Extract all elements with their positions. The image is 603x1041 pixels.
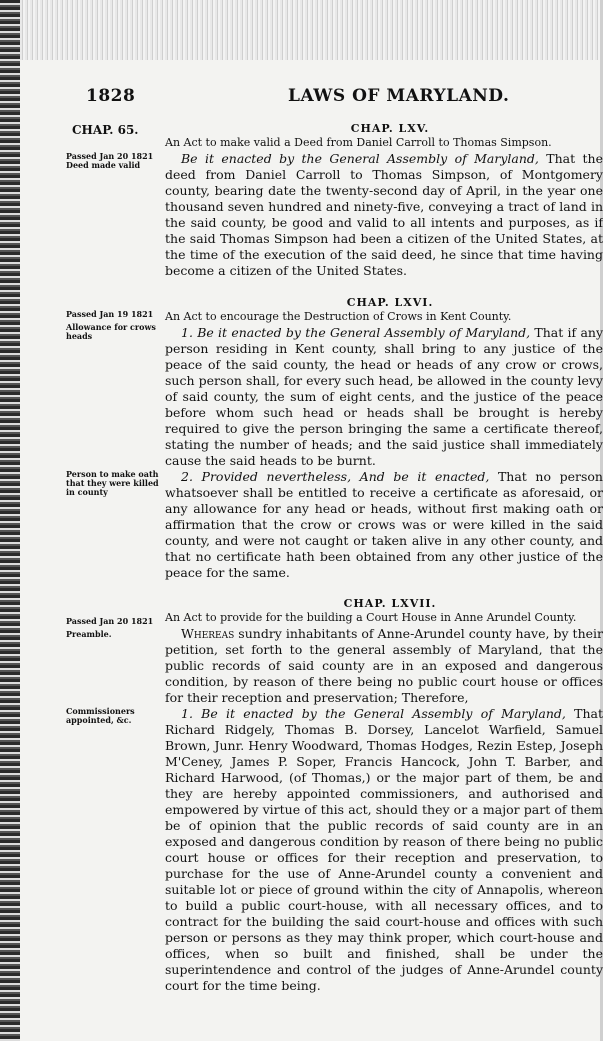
chapter-65 [165,122,603,279]
margin-note-chap67-passed: Passed Jan 20 1821 [66,616,154,626]
chapter-66-section-1 [165,325,603,469]
section-body: That the deed from Daniel Carroll to Thomas Simpson, of Montgomery county, bearing date the twenty-second day of April, in the year one thousand seven hundred and ninety-five, conveying a tract of land in the said county, be good and valid to all intents and purposes, as if the said Thomas Simpson had been a citizen of the United States, at the time of the execution of the said deed, he since that time having become a citizen of the United States. [165,151,603,278]
page-year: 1828 [86,86,136,106]
chapter-67-title: CHAP. LXVII. [343,597,437,610]
page-title: LAWS OF MARYLAND. [288,86,510,106]
section-1-lead: 1. Be it enacted by the General Assembly of Maryland, [181,325,531,340]
chapter-67-section-1 [165,706,603,994]
preamble-body: sundry inhabitants of Anne-Arundel county have, by their petition, set forth to the general assembly of Maryland, that the public records of said county are in an exposed and dangerous condition, by reason of there being no public court house or offices for their reception and preservation; Therefore, [165,626,603,705]
margin-note-chap66-passed: Passed Jan 19 1821 [66,309,154,319]
margin-note-chap67-commissioners: Commissioners appointed, &c. [66,706,135,725]
margin-note-chap66-allowance: Allowance for crows heads [66,322,156,341]
margin-chapter-number: CHAP. 65. [72,123,139,137]
chapter-65-title: CHAP. LXV. [350,122,430,135]
chapter-67-preamble [165,626,603,706]
scan-top-noise [20,0,600,60]
section-2-body: That no person whatsoever shall be entitled to receive a certificate as aforesaid, or any allowance for any head or heads, without first making oath or affirmation that the crow or crows was or were killed in the said county, and were not caught or taken alive in any other county, and that no certificate hath been obtained from any other justice of the peace for the same. [165,469,603,580]
chapter-66-act-title: An Act to encourage the Destruction of Crows in Kent County. [165,310,512,323]
chapter-67-act-title: An Act to provide for the building a Court House in Anne Arundel County. [165,611,577,624]
margin-note-chap65: Passed Jan 20 1821 Deed made valid [66,151,154,170]
section-1-body: That Richard Ridgely, Thomas B. Dorsey, Lancelot Warfield, Samuel Brown, Junr. Henry Woodward, Thomas Hodges, Rezin Estep, Joseph M'Ceney, James P. Soper, Francis Hancock, John T. Barber, and Richard Harwood, (of Thomas,) or the major part of them, be and they are hereby appointed commissioners, and authorised and empowered by virtue of this act, should they or a major part of them be of opinion that the public records of said county are in an exposed and dangerous condition by reason of there being no public court house or offices for their reception and preservation, to purchase for the use of Anne-Arundel county a convenient and suitable lot or piece of ground within the city of Annapolis, whereon to build a public court-house, with all necessary offices, and to contract for the building the said court-house and offices with such person or persons as they may think proper, which court-house and offices, when so built and finished, shall be under the superintendence and control of the judges of Anne-Arundel county court for the time being. [165,706,603,993]
scan-binding-edge [0,0,20,1041]
chapter-67 [165,597,603,994]
margin-note-chap66-oath: Person to make oath that they were killed in county [66,469,159,497]
chapter-65-text [165,151,603,279]
chapter-66-title: CHAP. LXVI. [346,296,434,309]
enacting-clause: Be it enacted by the General Assembly of Maryland, [181,151,539,166]
page [20,60,603,1041]
chapter-66 [165,296,603,581]
chapter-65-act-title: An Act to make valid a Deed from Daniel Carroll to Thomas Simpson. [165,136,552,149]
preamble-lead: Whereas [181,626,235,641]
margin-note-chap67-preamble: Preamble. [66,629,112,639]
chapter-66-section-2 [165,469,603,581]
section-1-lead: 1. Be it enacted by the General Assembly of Maryland, [181,706,566,721]
section-1-body: That if any person residing in Kent county, shall bring to any justice of the peace of the said county, the head or heads of any crow or crows, such person shall, for every such head, be allowed in the county levy of said county, the sum of eight cents, and the justice of the peace before whom such head or heads shall be brought is hereby required to give the person bringing the same a certificate thereof, stating the number of heads; and the said justice shall immediately cause the said heads to be burnt. [165,325,603,468]
section-2-lead: 2. Provided nevertheless, And be it enacted, [181,469,490,484]
